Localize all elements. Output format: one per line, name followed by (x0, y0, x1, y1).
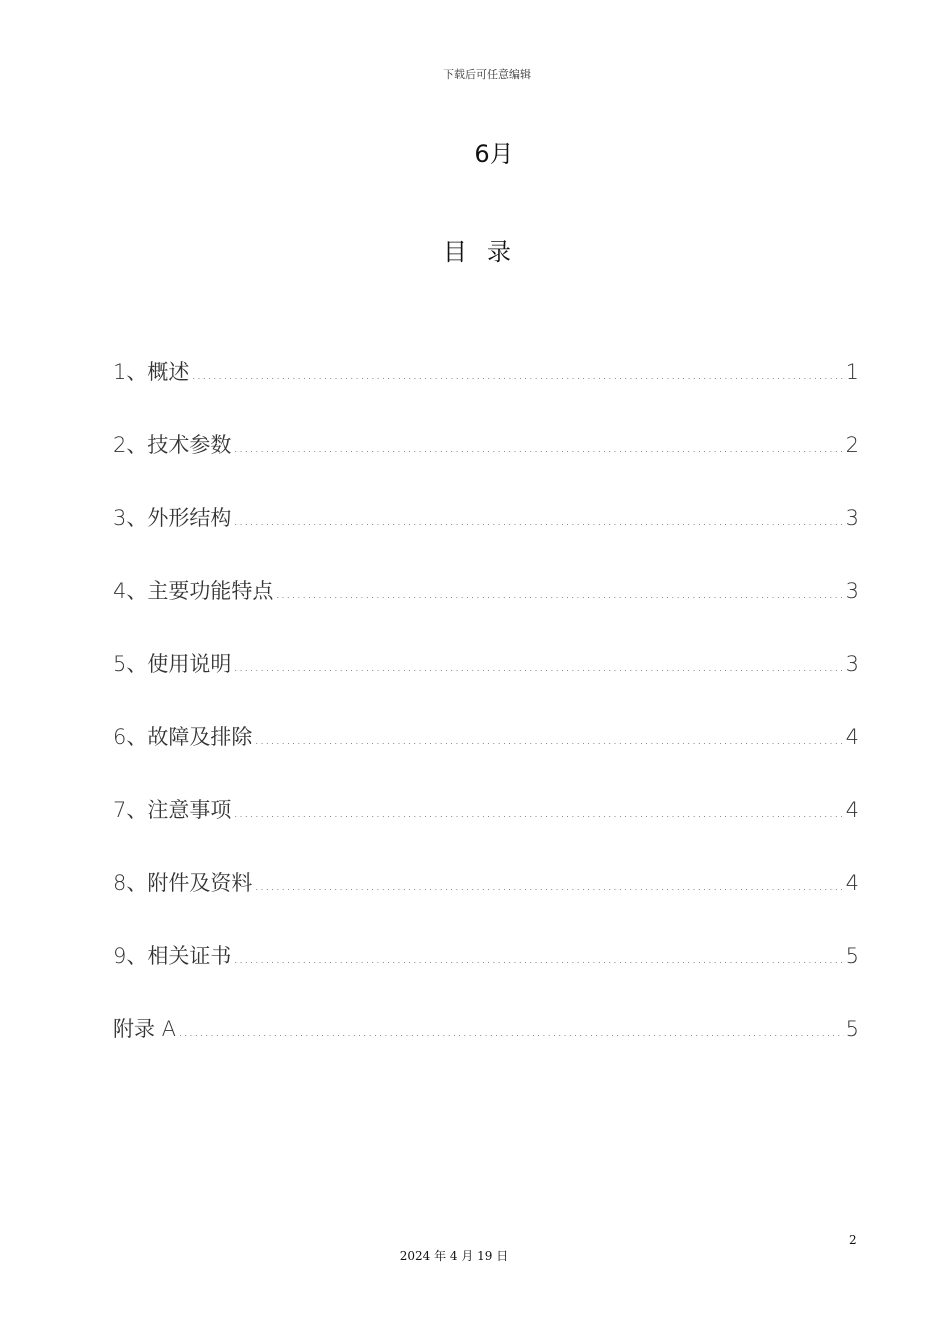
toc-item-page: 4 (845, 798, 859, 822)
toc-leader-dots (233, 511, 843, 529)
toc-item-page: 4 (845, 871, 859, 895)
toc-item-page: 3 (845, 652, 859, 676)
toc-item-page: 3 (845, 506, 859, 530)
header-note: 下载后可任意编辑 (443, 68, 531, 81)
toc-item-label: 2、技术参数 (113, 433, 232, 457)
toc-item-accessories[interactable] (113, 867, 859, 940)
toc-item-external-structure[interactable] (113, 502, 859, 575)
toc-leader-dots (233, 657, 843, 675)
toc-item-label: 4、主要功能特点 (113, 579, 274, 603)
toc-leader-dots (233, 803, 843, 821)
toc-leader-dots (191, 365, 843, 383)
toc-item-page: 2 (845, 433, 859, 457)
toc-item-precautions[interactable] (113, 794, 859, 867)
toc-leader-dots (254, 730, 843, 748)
toc-item-troubleshooting[interactable] (113, 721, 859, 794)
toc-item-instructions[interactable] (113, 648, 859, 721)
toc-item-label: 7、注意事项 (113, 798, 232, 822)
toc-item-page: 5 (845, 1017, 859, 1041)
toc-item-page: 5 (845, 944, 859, 968)
toc-item-label: 6、故障及排除 (113, 725, 253, 749)
toc-item-overview[interactable] (113, 356, 859, 429)
month-title: 6月 (474, 140, 514, 168)
toc-item-label: 5、使用说明 (113, 652, 232, 676)
toc-leader-dots (254, 876, 843, 894)
toc-leader-dots (233, 438, 843, 456)
toc-leader-dots (178, 1022, 844, 1040)
toc-item-technical-parameters[interactable] (113, 429, 859, 502)
toc-item-main-features[interactable] (113, 575, 859, 648)
toc-heading: 目录 (443, 238, 531, 266)
toc-item-certificates[interactable] (113, 940, 859, 1013)
table-of-contents (113, 356, 859, 1086)
toc-item-label: 附录 A (113, 1017, 177, 1041)
toc-item-page: 1 (845, 360, 859, 384)
toc-item-label: 8、附件及资料 (113, 871, 253, 895)
toc-item-label: 9、相关证书 (113, 944, 232, 968)
toc-leader-dots (233, 949, 843, 967)
page-number: 2 (849, 1233, 857, 1247)
toc-item-label: 1、概述 (113, 360, 190, 384)
toc-item-label: 3、外形结构 (113, 506, 232, 530)
toc-item-page: 4 (845, 725, 859, 749)
toc-leader-dots (275, 584, 843, 602)
footer-date: 2024 年 4 月 19 日 (399, 1249, 509, 1263)
toc-item-appendix-a[interactable] (113, 1013, 859, 1086)
toc-item-page: 3 (845, 579, 859, 603)
